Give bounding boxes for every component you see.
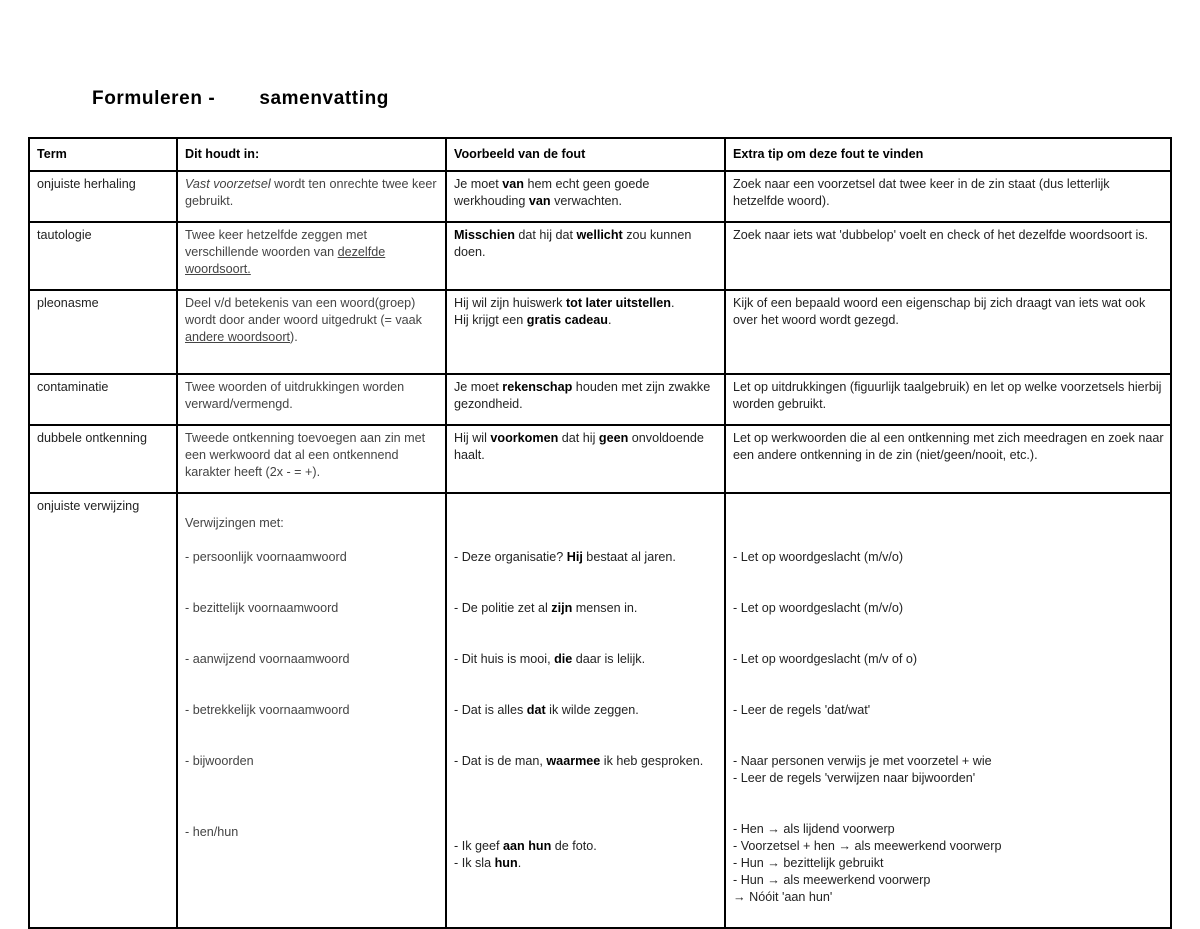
definition-cell (177, 493, 446, 928)
example-cell: Je moet rekenschap houden met zijn zwakke gezondheid. (446, 374, 725, 425)
example-cell: Je moet van hem echt geen goede werkhouding van verwachten. (446, 171, 725, 222)
definition-cell: Tweede ontkenning toevoegen aan zin met een werkwoord dat al een ontkennend karakter heeft (2x - = +). (177, 425, 446, 493)
term-cell: onjuiste herhaling (29, 171, 177, 222)
document-title (92, 88, 389, 110)
list-item: - hen/hun (185, 825, 239, 839)
header-row (29, 138, 1171, 171)
definition-intro: Verwijzingen met: (185, 516, 284, 530)
list-item: - Deze organisatie? Hij bestaat al jaren. (454, 550, 676, 564)
table-row (29, 493, 1171, 928)
list-item: - persoonlijk voornaamwoord (185, 550, 347, 564)
example-cell: Misschien dat hij dat wellicht zou kunnen doen. (446, 222, 725, 290)
list-item: - Leer de regels 'dat/wat' (733, 703, 871, 717)
table-row (29, 290, 1171, 374)
list-item: - Dat is de man, waarmee ik heb gesproken. (454, 754, 704, 768)
list-item: - bijwoorden (185, 754, 254, 768)
list-item: - betrekkelijk voornaamwoord (185, 703, 350, 717)
tip-cell: Let op uitdrukkingen (figuurlijk taalgebruik) en let op welke voorzetsels hierbij worden gebruikt. (725, 374, 1171, 425)
list-item: - Naar personen verwijs je met voorzetel + wie - Leer de regels 'verwijzen naar bijwoorden' (733, 754, 992, 785)
tip-cell: Let op werkwoorden die al een ontkenning met zich meedragen en zoek naar een andere ontkenning in de zin (niet/geen/nooit, etc.). (725, 425, 1171, 493)
term-cell: onjuiste verwijzing (29, 493, 177, 928)
definition-cell: Vast voorzetsel wordt ten onrechte twee keer gebruikt. (177, 171, 446, 222)
tip-cell: Zoek naar een voorzetsel dat twee keer in de zin staat (dus letterlijk hetzelfde woord). (725, 171, 1171, 222)
example-cell: Hij wil zijn huiswerk tot later uitstellen. Hij krijgt een gratis cadeau. (446, 290, 725, 374)
tip-cell: Kijk of een bepaald woord een eigenschap bij zich draagt van iets wat ook over het woord wordt gezegd. (725, 290, 1171, 374)
table-row (29, 425, 1171, 493)
example-cell (446, 493, 725, 928)
list-item: - De politie zet al zijn mensen in. (454, 601, 638, 615)
header-term: Term (29, 138, 177, 171)
definition-cell: Deel v/d betekenis van een woord(groep) wordt door ander woord uitgedrukt (= vaak andere woordsoort). (177, 290, 446, 374)
list-item: - Let op woordgeslacht (m/v of o) (733, 652, 918, 666)
header-definition: Dit houdt in: (177, 138, 446, 171)
table-row (29, 222, 1171, 290)
title-left: Formuleren - (92, 88, 216, 109)
table-body (29, 171, 1171, 928)
term-cell: contaminatie (29, 374, 177, 425)
term-cell: tautologie (29, 222, 177, 290)
tip-cell (725, 493, 1171, 928)
title-right: samenvatting (259, 88, 390, 109)
summary-table (28, 137, 1172, 929)
list-item: - Let op woordgeslacht (m/v/o) (733, 601, 904, 615)
list-item: - Let op woordgeslacht (m/v/o) (733, 550, 904, 564)
term-cell: pleonasme (29, 290, 177, 374)
list-item: - aanwijzend voornaamwoord (185, 652, 350, 666)
list-item: - Hen → als lijdend voorwerp - Voorzetsel + hen → als meewerkend voorwerp - Hun → bezittelijk gebruikt - Hun → als meewerkend voorwerp → Nóóit 'aan hun' (733, 822, 1002, 904)
table-row (29, 374, 1171, 425)
list-item: - Dit huis is mooi, die daar is lelijk. (454, 652, 646, 666)
list-item: - Ik geef aan hun de foto. - Ik sla hun. (454, 839, 597, 870)
definition-cell: Twee keer hetzelfde zeggen met verschillende woorden van dezelfde woordsoort. (177, 222, 446, 290)
tip-cell: Zoek naar iets wat 'dubbelop' voelt en check of het dezelfde woordsoort is. (725, 222, 1171, 290)
header-tip: Extra tip om deze fout te vinden (725, 138, 1171, 171)
definition-cell: Twee woorden of uitdrukkingen worden verward/vermengd. (177, 374, 446, 425)
term-cell: dubbele ontkenning (29, 425, 177, 493)
header-example: Voorbeeld van de fout (446, 138, 725, 171)
table-row (29, 171, 1171, 222)
example-cell: Hij wil voorkomen dat hij geen onvoldoende haalt. (446, 425, 725, 493)
list-item: - bezittelijk voornaamwoord (185, 601, 339, 615)
list-item: - Dat is alles dat ik wilde zeggen. (454, 703, 639, 717)
